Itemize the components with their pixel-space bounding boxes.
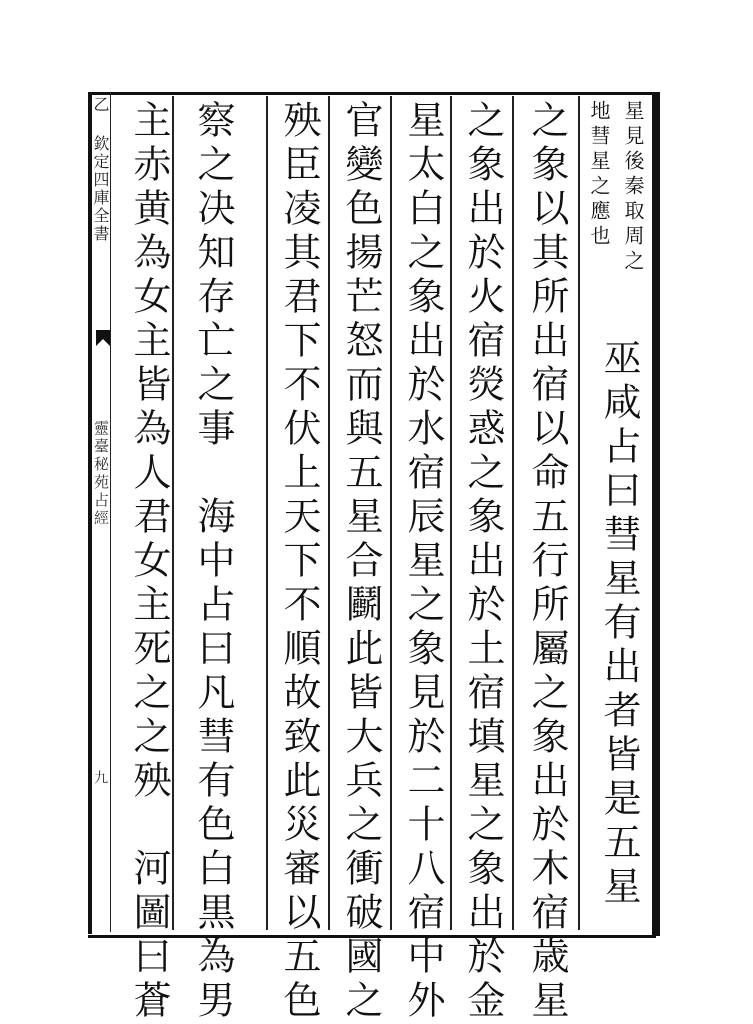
annotation-column-a: 星見後秦取周之 — [621, 100, 645, 275]
spine-header: 乙 欽定四庫全書 — [91, 96, 110, 243]
text-column-4: 星太白之象出於水宿辰星之象見於二十八宿中外 — [401, 100, 445, 1024]
annotation-column-b: 地彗星之應也 — [587, 100, 611, 250]
text-column-2: 之象以其所出宿以命五行所屬之象出於木宿歳星 — [525, 100, 569, 1024]
text-column-8: 主赤黄為女主皆為人君女主死之之殃 河圖曰蒼 — [127, 100, 171, 1024]
spine-book-title: 靈臺秘苑占經 — [92, 420, 110, 528]
text-column-5: 官變色揚芒怒而與五星合鬬此皆大兵之衝破國之 — [339, 100, 383, 1024]
column-rule — [390, 96, 392, 930]
text-column-3: 之象出於火宿熒惑之象出於土宿填星之象出於金 — [461, 100, 505, 1024]
text-column-6: 殃臣凌其君下不伏上天下不順故致此災審以五色 — [277, 100, 321, 1024]
column-rule — [266, 96, 268, 930]
fish-tail-mark-icon — [96, 330, 110, 346]
spine-page-number: 九 — [92, 770, 108, 784]
text-column-1: 巫咸占曰彗星有出者皆是五星 — [597, 338, 641, 910]
spine-divider — [110, 92, 111, 932]
column-rule — [578, 96, 580, 930]
column-rule — [450, 96, 452, 930]
column-rule — [512, 96, 514, 930]
text-column-7: 察之决知存亡之事 海中占曰凡彗有色白黒為男 — [191, 100, 235, 1024]
frame-right-border — [652, 92, 660, 936]
column-rule — [328, 96, 330, 930]
